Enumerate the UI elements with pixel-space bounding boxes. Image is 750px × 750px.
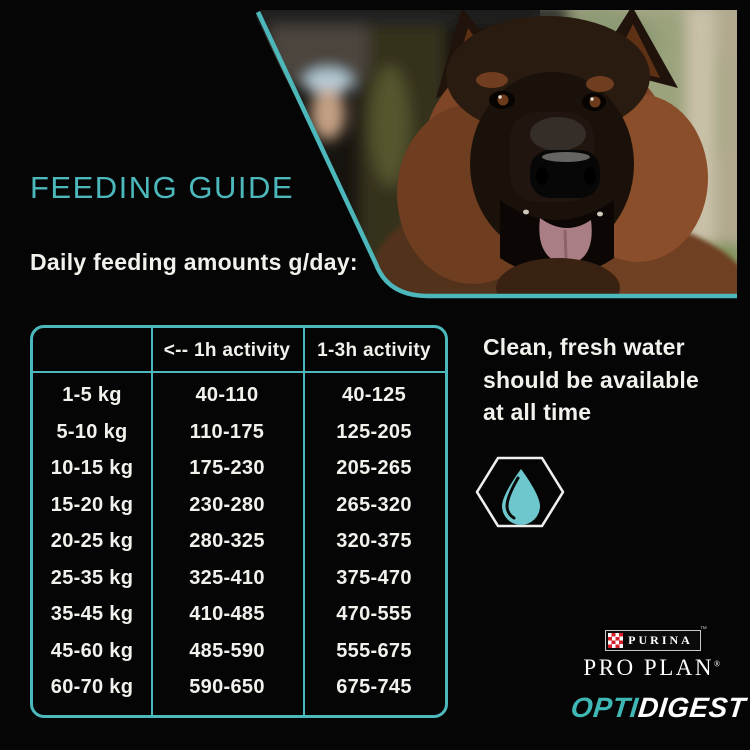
water-note: Clean, fresh water should be available at all time: [483, 334, 699, 426]
purina-badge: [605, 626, 707, 651]
registered-symbol: ®: [713, 659, 723, 669]
table-row: [33, 603, 445, 626]
pro-plan-wordmark: [573, 655, 733, 681]
amount-1-3h-cell: 320-375: [336, 530, 412, 552]
table-divider-header: [33, 371, 445, 373]
table-row: [33, 494, 445, 517]
water-drop-icon: [474, 450, 566, 534]
amount-1-3h-cell: 555-675: [336, 639, 412, 662]
page-title: FEEDING GUIDE: [30, 170, 295, 205]
weight-cell: 20-25 kg: [50, 530, 134, 552]
amount-1h-cell: 110-175: [189, 420, 265, 443]
opti-wordmark: OPTI: [569, 692, 641, 723]
amount-1h-cell: 40-110: [195, 384, 259, 406]
table-row: [33, 676, 445, 699]
digest-wordmark: DIGEST: [636, 692, 748, 723]
weight-cell: 10-15 kg: [50, 457, 134, 479]
amount-1-3h-cell: 205-265: [336, 457, 412, 479]
feeding-table: [30, 325, 448, 718]
amount-1h-cell: 590-650: [189, 676, 265, 698]
weight-cell: 15-20 kg: [50, 493, 134, 516]
amount-1h-cell: 230-280: [189, 493, 265, 516]
amount-1h-cell: 410-485: [189, 603, 265, 625]
amount-1-3h-cell: 375-470: [336, 566, 412, 589]
page-subtitle: Daily feeding amounts g/day:: [30, 249, 358, 275]
table-row: [33, 421, 445, 444]
table-row: [33, 384, 445, 407]
checkerboard-icon: [608, 633, 623, 648]
weight-cell: 45-60 kg: [50, 639, 134, 662]
amount-1-3h-cell: 125-205: [336, 420, 412, 443]
table-body: [33, 384, 445, 699]
table-header-row: [33, 334, 445, 368]
table-row: [33, 457, 445, 480]
weight-cell: 25-35 kg: [50, 566, 134, 589]
amount-1-3h-cell: 265-320: [336, 493, 412, 516]
weight-cell: 35-45 kg: [50, 603, 134, 625]
weight-cell: 60-70 kg: [50, 676, 134, 698]
dog-nose: [530, 150, 600, 198]
amount-1h-cell: 175-230: [189, 457, 265, 479]
table-row: [33, 530, 445, 553]
trademark-symbol: ™: [699, 626, 707, 633]
amount-1-3h-cell: 675-745: [336, 676, 412, 698]
amount-1-3h-cell: 470-555: [336, 603, 412, 625]
optidigest-logo: [569, 692, 747, 724]
weight-cell: 5-10 kg: [56, 420, 128, 443]
purina-pro-plan-logo: [573, 626, 733, 681]
amount-1h-cell: 485-590: [189, 639, 265, 662]
table-row: [33, 640, 445, 663]
header-1h-activity: <-- 1h activity: [163, 340, 291, 361]
amount-1h-cell: 280-325: [189, 530, 265, 552]
weight-cell: 1-5 kg: [62, 384, 122, 406]
header-1-3h-activity: 1-3h activity: [317, 340, 431, 361]
purina-wordmark: PURINA: [628, 633, 693, 647]
table-row: [33, 567, 445, 590]
pro-plan-text: PRO PLAN: [583, 655, 714, 680]
amount-1h-cell: 325-410: [189, 566, 265, 589]
amount-1-3h-cell: 40-125: [341, 384, 407, 406]
